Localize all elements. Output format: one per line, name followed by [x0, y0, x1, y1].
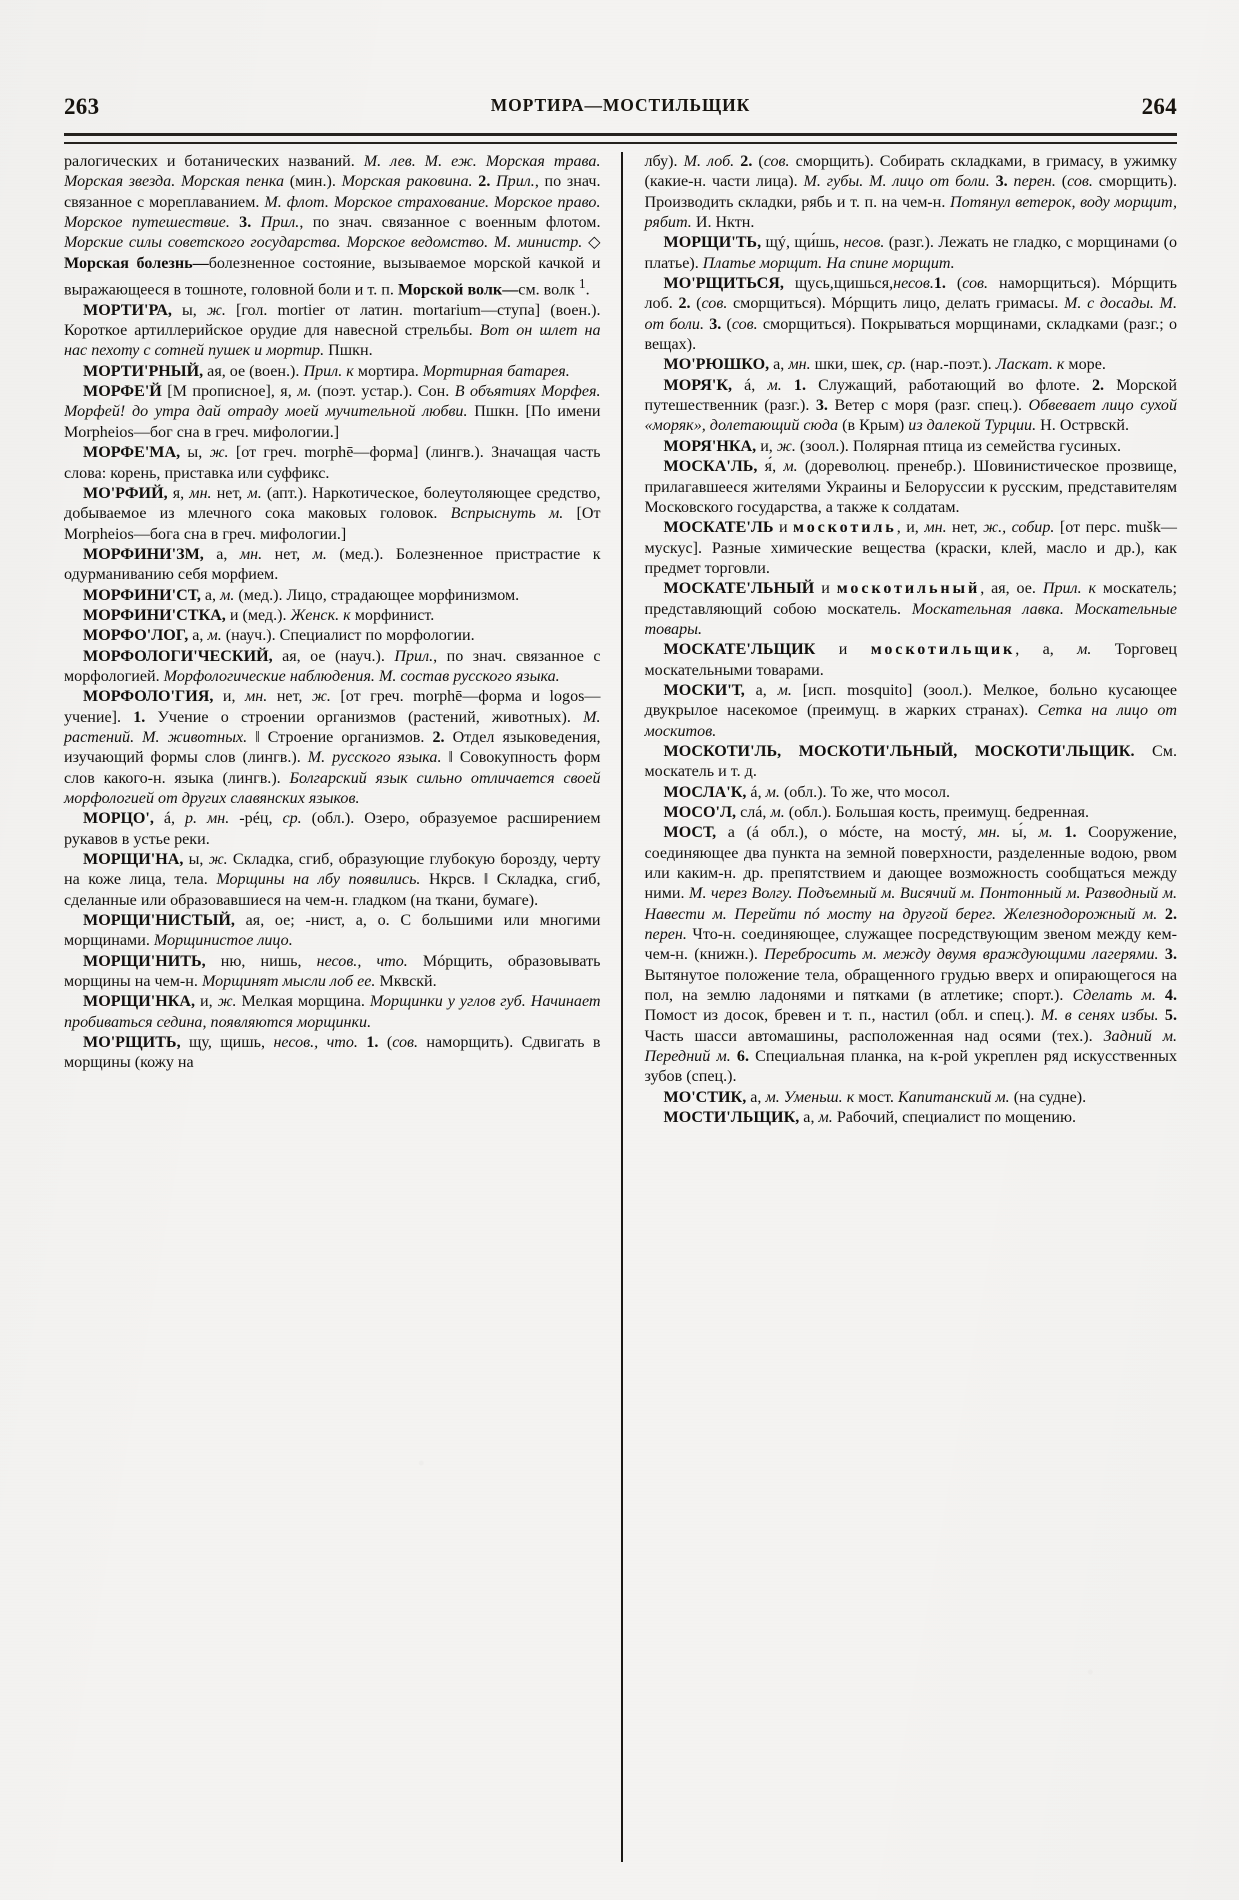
- dictionary-entry: МО'РЮШКО, а, мн. шки, шек, ср. (нар.-поэт.). Ласкат. к море.: [663, 356, 1106, 374]
- dictionary-entry: МОСКАТЕ'ЛЬНЫЙ и москотильный, ая, ое. Прил. к москатель; представляющий собою москатель. Москательная лавка. Москательные товары.: [644, 580, 1177, 638]
- dictionary-entry: МОРФОЛО'ГИЯ, и, мн. нет, ж. [от греч. morphē—форма и logos—учение]. 1. Учение о строении организмов (растений, животных). М. растений. М. животных. ‖ Строение организмов. 2. Отдел языковедения, изучающий формы слов (лингв.). М. русского языка. ‖ Совокупность форм слов какого-н. языка (лингв.). Болгарский язык сильно отличается своей морфологией от других славянских языков.: [64, 688, 601, 808]
- column-right: [621, 152, 1178, 1862]
- body-columns: [64, 152, 1177, 1862]
- dictionary-entry: МОРФИНИ'СТ, а, м. (мед.). Лицо, страдающее морфинизмом.: [83, 586, 520, 604]
- dictionary-entry: МО'РЩИТЬ, щу, щишь, несов., что. 1. (сов. наморщить). Сдвигать в морщины (кожу на: [64, 1034, 601, 1072]
- dictionary-entry: МОРФЕ'МА, ы, ж. [от греч. morphē—форма] (лингв.). Значащая часть слова: корень, приставка или суффикс.: [64, 444, 601, 482]
- dictionary-entry: МОРЯ'К, á, м. 1. Служащий, работающий во флоте. 2. Морской путешественник (разг.). 3. Ветер с моря (разг. спец.). Обвевает лицо сухой «моряк», долетающий сюда (в Крым) из далекой Турции. Н. Острвскй.: [644, 376, 1177, 435]
- dictionary-entry: МОРТИ'РА, ы, ж. [гол. mortier от латин. mortarium—ступа] (воен.). Короткое артиллерийское орудие для навесной стрельбы. Вот он шлет на нас пехоту с сотней пушек и мортир. Пшкн.: [64, 301, 601, 360]
- dictionary-entry: МОРЩИ'ТЬ, щý, щи́шь, несов. (разг.). Лежать не гладко, с морщинами (о платье). Платье морщит. На спине морщит.: [644, 234, 1178, 272]
- dictionary-entry: МОСКАТЕ'ЛЬЩИК и москотильщик, а, м. Торговец москательными товарами.: [644, 641, 1177, 679]
- header-rule: [64, 133, 1177, 144]
- dictionary-entry: МОРФО'ЛОГ, а, м. (науч.). Специалист по морфологии.: [83, 627, 475, 645]
- dictionary-entry: МО'РФИЙ, я, мн. нет, м. (апт.). Наркотическое, болеутоляющее средство, добываемое из млечного сока маковых головок. Вспрыснуть м. [От Morpheios—бога сна в греч. мифологии.]: [64, 484, 601, 543]
- dictionary-entry: МОСТ, а (á обл.), о мóсте, на мостý, мн. ы́, м. 1. Сооружение, соединяющее два пункта на земной поверхности, разделенные водою, рвом или каким-н. др. препятствием и дающее возможность сообщаться между ними. М. через Волгу. Подъемный м. Висячий м. Понтонный м. Разводный м. Навести м. Перейти пó мосту на другой берег. Железнодорожный м. 2. перен. Что-н. соединяющее, служащее посредствующим звеном между кем-чем-н. (книжн.). Перебросить м. между двумя враждующими лагерями. 3. Вытянутое положение тела, обращенного грудью вверх и опирающегося на пол, на землю ладонями и пятками (в атлетике; спорт.). Сделать м. 4. Помост из досок, бревен и т. п., настил (обл. и спец.). М. в сенях избы. 5. Часть шасси автомашины, расположенная над осями (тех.). Задний м. Передний м. 6. Специальная планка, на к-рой укреплен ряд искусственных зубов (спец.).: [644, 824, 1178, 1086]
- running-title: МОРТИРА—МОСТИЛЬЩИК: [490, 95, 751, 115]
- dictionary-entry: МОСТИ'ЛЬЩИК, а, м. Рабочий, специалист по мощению.: [663, 1109, 1077, 1127]
- dictionary-entry: МОРЩИ'НКА, и, ж. Мелкая морщина. Морщинки у углов губ. Начинает пробиваться седина, появляются морщинки.: [64, 993, 601, 1031]
- dictionary-entry: МОСКАТЕ'ЛЬ и москотиль, и, мн. нет, ж., собир. [от перс. mušk—мускус]. Разные химические вещества (краски, клей, масло и др.), как предмет торговли.: [644, 519, 1177, 577]
- dictionary-entry: МОРЩИ'НА, ы, ж. Складка, сгиб, образующие глубокую борозду, черту на коже лица, тела. Морщины на лбу появились. Нкрсв. ‖ Складка, сгиб, сделанные или образовавшиеся на чем-н. гладком (на ткани, бумаге).: [64, 851, 601, 909]
- dictionary-entry: МОРТИ'РНЫЙ, ая, ое (воен.). Прил. к мортира. Мортирная батарея.: [83, 362, 570, 380]
- dictionary-entry: МО'СТИК, а, м. Уменьш. к мост. Капитанский м. (на судне).: [663, 1088, 1087, 1106]
- dictionary-entry: МОСЛА'К, á, м. (обл.). То же, что мосол.: [663, 783, 951, 801]
- running-head: [64, 92, 1177, 126]
- column-left: [64, 152, 621, 1862]
- dictionary-entry: МОРЯ'НКА, и, ж. (зоол.). Полярная птица из семейства гусиных.: [663, 437, 1122, 455]
- dictionary-entry: МОРФИНИ'ЗМ, а, мн. нет, м. (мед.). Болезненное пристрастие к одурманиванию себя морфием.: [64, 545, 601, 584]
- dictionary-entry: МОРФЕ'Й [М прописное], я, м. (поэт. устар.). Сон. В объятиях Морфея. Морфей! до утра дай отраду моей мучительной любви. Пшкн. [По имени Morpheios—бог сна в греч. мифологии.]: [64, 383, 601, 441]
- dictionary-entry: МОСКИ'Т, а, м. [исп. mosquito] (зоол.). Мелкое, больно кусающее двукрылое насекомое (преимущ. в жарких странах). Сетка на лицо от москитов.: [644, 681, 1177, 740]
- dictionary-entry: МОРЦО', á, р. мн. -рéц, ср. (обл.). Озеро, образуемое расширением рукавов в устье реки.: [64, 810, 601, 848]
- entry-continuation: лбу). М. лоб. 2. (сов. сморщить). Собирать складками, в гримасу, в ужимку (какие-н. части лица). М. губы. М. лицо от боли. 3. перен. (сов. сморщить). Производить складки, рябь и т. п. на чем-н. Потянул ветерок, воду морщит, рябит. И. Нктн.: [644, 153, 1178, 232]
- folio-left: 263: [64, 94, 100, 119]
- entry-continuation: ралогических и ботанических названий. М. лев. М. еж. Морская трава. Морская звезда. Морская пенка (мин.). Морская раковина. 2. Прил., по знач. связанное с мореплаванием. М. флот. Морское страхование. Морское право. Морское путешествие. 3. Прил., по знач. связанное с военным флотом. Морские силы советского государства. Морское ведомство. М. министр. ◇ Морская болезнь—болезненное состояние, вызываемое морской качкой и выражающееся в тошноте, головной боли и т. п. Морской волк—см. волк $^1$.: [64, 153, 601, 299]
- dictionary-entry: МО'РЩИТЬСЯ, щусь,щишься,несов.1. (сов. наморщиться). Мóрщить лоб. 2. (сов. сморщиться). Мóрщить лицо, делать гримасы. М. с досады. М. от боли. 3. (сов. сморщиться). Покрываться морщинами, складками (разг.; о вещах).: [644, 275, 1177, 354]
- dictionary-entry: МОРФОЛОГИ'ЧЕСКИЙ, ая, ое (науч.). Прил., по знач. связанное с морфологией. Морфологические наблюдения. М. состав русского языка.: [64, 647, 601, 685]
- dictionary-entry: МОРФИНИ'СТКА, и (мед.). Женск. к морфинист.: [83, 606, 435, 624]
- folio-right: 264: [1141, 94, 1177, 119]
- dictionary-entry: МОРЩИ'НИТЬ, ню, нишь, несов., что. Мóрщить, образовывать морщины на чем-н. Морщинят мысли лоб ее. Мквскй.: [64, 952, 601, 991]
- dictionary-entry: МОРЩИ'НИСТЫЙ, ая, ое; -нист, а, о. С большими или многими морщинами. Морщинистое лицо.: [64, 912, 601, 950]
- dictionary-entry: МОСКА'ЛЬ, я́, м. (дореволюц. пренебр.). Шовинистическое прозвище, прилагавшееся жителями Украины и Белоруссии к русским, представителям Московского государства, а также к солдатам.: [644, 458, 1177, 516]
- dictionary-entry: МОСО'Л, слá, м. (обл.). Большая кость, преимущ. бедренная.: [663, 804, 1089, 821]
- dictionary-entry: МОСКОТИ'ЛЬ, МОСКОТИ'ЛЬНЫЙ, МОСКОТИ'ЛЬЩИК. См. москатель и т. д.: [644, 742, 1178, 781]
